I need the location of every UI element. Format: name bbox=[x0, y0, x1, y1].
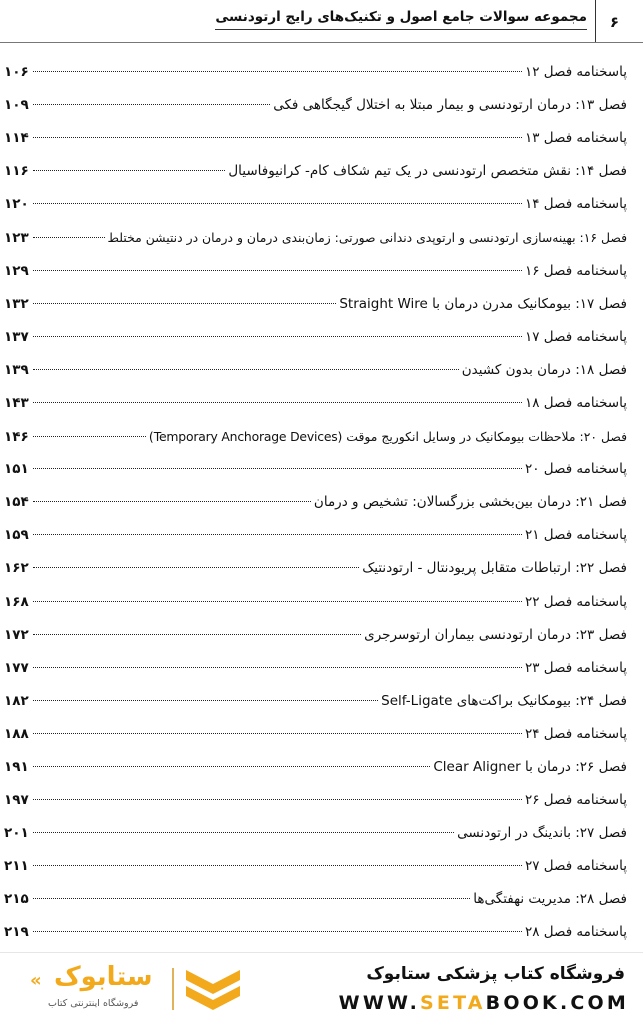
toc-entry-title: پاسخنامه فصل ۱۳ bbox=[524, 130, 627, 147]
toc-entry[interactable] bbox=[4, 255, 627, 288]
toc-entry-page: ۱۱۶ bbox=[4, 163, 29, 180]
toc-entry-page: ۱۷۷ bbox=[4, 659, 29, 676]
toc-entry-title: پاسخنامه فصل ۲۲ bbox=[524, 593, 627, 610]
toc-entry-title: فصل ۲۲: ارتباطات متقابل پریودنتال - ارتودنتیک bbox=[362, 560, 627, 577]
toc-entry-title: فصل ۲۷: باندینگ در ارتودنسی bbox=[457, 825, 627, 842]
toc-entry-page: ۱۲۳ bbox=[4, 230, 29, 247]
shop-url[interactable] bbox=[339, 992, 629, 1014]
toc-entry[interactable] bbox=[4, 586, 627, 619]
toc-entry-page: ۲۱۱ bbox=[4, 858, 29, 875]
toc-entry-page: ۱۹۱ bbox=[4, 758, 29, 775]
toc-entry[interactable] bbox=[4, 221, 627, 254]
toc-entry-title: فصل ۲۴: بیومکانیک براکت‌های Self-Ligate bbox=[381, 692, 627, 709]
page-header bbox=[0, 0, 643, 44]
toc-entry[interactable] bbox=[4, 685, 627, 718]
dot-leader bbox=[33, 170, 225, 171]
double-chevron-icon: « bbox=[30, 970, 42, 991]
toc-entry[interactable] bbox=[4, 784, 627, 817]
dot-leader bbox=[33, 567, 359, 568]
logo-chevron-icon bbox=[182, 964, 244, 1014]
toc-entry-title: فصل ۲۳: درمان ارتودنسی بیماران ارتوسرجری bbox=[364, 626, 627, 643]
toc-entry-title: فصل ۱۶: بهینه‌سازی ارتودنسی و ارتوپدی دندانی صورتی: زمان‌بندی درمان و درمان در دنتیشن مختلط bbox=[107, 230, 627, 246]
toc-entry-title: پاسخنامه فصل ۱۲ bbox=[524, 64, 627, 80]
toc-entry-page: ۱۱۴ bbox=[4, 130, 29, 147]
toc-entry-page: ۱۷۲ bbox=[4, 626, 29, 643]
toc-entry[interactable] bbox=[4, 817, 627, 850]
toc-entry[interactable] bbox=[4, 883, 627, 916]
page-number: ۶ bbox=[595, 0, 633, 43]
toc-entry-page: ۱۶۸ bbox=[4, 593, 29, 610]
toc-entry[interactable] bbox=[4, 354, 627, 387]
dot-leader bbox=[33, 931, 522, 932]
dot-leader bbox=[33, 402, 522, 403]
footer-divider bbox=[0, 952, 643, 953]
dot-leader bbox=[33, 336, 522, 337]
logo-separator bbox=[172, 968, 174, 1010]
dot-leader bbox=[33, 436, 146, 437]
toc-entry-title: پاسخنامه فصل ۱۷ bbox=[524, 328, 627, 345]
header-divider bbox=[0, 42, 643, 43]
url-suffix: BOOK.COM bbox=[485, 992, 629, 1014]
toc-entry-page: ۱۹۷ bbox=[4, 792, 29, 809]
dot-leader bbox=[33, 601, 522, 602]
toc-entry[interactable] bbox=[4, 321, 627, 354]
dot-leader bbox=[33, 270, 522, 271]
toc-entry[interactable] bbox=[4, 519, 627, 552]
toc-entry-title: پاسخنامه فصل ۱۶ bbox=[524, 262, 627, 279]
toc-entry[interactable] bbox=[4, 155, 627, 188]
dot-leader bbox=[33, 534, 522, 535]
toc-entry-page: ۱۲۰ bbox=[4, 196, 29, 213]
toc-entry-page: ۱۵۱ bbox=[4, 461, 29, 478]
toc-entry[interactable] bbox=[4, 486, 627, 519]
toc-entry-page: ۱۶۲ bbox=[4, 560, 29, 577]
dot-leader bbox=[33, 799, 522, 800]
toc-entry-title: فصل ۱۳: درمان ارتودنسی و بیمار مبتلا به اختلال گیجگاهی فکی bbox=[273, 97, 627, 114]
toc-entry-page: ۱۳۹ bbox=[4, 361, 29, 378]
toc-entry[interactable] bbox=[4, 420, 627, 453]
dot-leader bbox=[33, 137, 522, 138]
dot-leader bbox=[33, 667, 522, 668]
dot-leader bbox=[33, 369, 459, 370]
toc-entry-page: ۲۱۵ bbox=[4, 891, 29, 908]
url-prefix: WWW. bbox=[338, 992, 420, 1014]
toc-entry-title: فصل ۱۷: بیومکانیک مدرن درمان با Straight Wire bbox=[339, 295, 627, 312]
toc-entry-page: ۱۰۶ bbox=[4, 64, 29, 80]
toc-entry[interactable] bbox=[4, 387, 627, 420]
toc-entry-page: ۱۸۸ bbox=[4, 725, 29, 742]
toc-entry[interactable] bbox=[4, 56, 627, 89]
toc-entry-page: ۱۰۹ bbox=[4, 97, 29, 114]
toc-entry-title: فصل ۲۶: درمان با Clear Aligner bbox=[433, 758, 627, 775]
page-footer bbox=[0, 952, 643, 1022]
table-of-contents bbox=[4, 56, 627, 950]
toc-entry-page: ۱۵۹ bbox=[4, 527, 29, 544]
toc-entry-title: پاسخنامه فصل ۲۱ bbox=[524, 527, 627, 544]
toc-entry-page: ۱۸۲ bbox=[4, 692, 29, 709]
toc-entry[interactable] bbox=[4, 453, 627, 486]
dot-leader bbox=[33, 865, 522, 866]
toc-entry[interactable] bbox=[4, 850, 627, 883]
dot-leader bbox=[33, 733, 522, 734]
dot-leader bbox=[33, 237, 105, 238]
logo-wordmark: ستابوک bbox=[54, 962, 153, 992]
toc-entry[interactable] bbox=[4, 652, 627, 685]
toc-entry[interactable] bbox=[4, 122, 627, 155]
dot-leader bbox=[33, 468, 522, 469]
dot-leader bbox=[33, 766, 430, 767]
toc-entry-title: پاسخنامه فصل ۱۴ bbox=[524, 196, 627, 213]
toc-entry[interactable] bbox=[4, 552, 627, 585]
toc-entry[interactable] bbox=[4, 619, 627, 652]
toc-entry-page: ۱۳۷ bbox=[4, 328, 29, 345]
toc-entry-title: فصل ۱۸: درمان بدون کشیدن bbox=[461, 361, 627, 378]
toc-entry-page: ۱۲۹ bbox=[4, 262, 29, 279]
toc-entry[interactable] bbox=[4, 188, 627, 221]
dot-leader bbox=[33, 898, 470, 899]
toc-entry-page: ۲۱۹ bbox=[4, 924, 29, 941]
dot-leader bbox=[33, 700, 378, 701]
toc-entry-page: ۲۰۱ bbox=[4, 825, 29, 842]
toc-entry-title: پاسخنامه فصل ۲۷ bbox=[524, 858, 627, 875]
dot-leader bbox=[33, 71, 522, 72]
dot-leader bbox=[33, 832, 454, 833]
toc-entry[interactable] bbox=[4, 89, 627, 122]
toc-entry[interactable] bbox=[4, 916, 627, 949]
book-title: مجموعه سوالات جامع اصول و تکنیک‌های رایج ارتودنسی bbox=[215, 9, 587, 30]
toc-entry-title: پاسخنامه فصل ۲۶ bbox=[524, 792, 627, 809]
dot-leader bbox=[33, 634, 361, 635]
toc-entry[interactable] bbox=[4, 718, 627, 751]
toc-entry-page: ۱۴۶ bbox=[4, 429, 29, 446]
dot-leader bbox=[33, 501, 311, 502]
shop-name: فروشگاه کتاب پزشکی ستابوک bbox=[366, 964, 625, 984]
toc-entry-title: فصل ۲۰: ملاحظات بیومکانیک در وسایل انکوریج موقت (Temporary Anchorage Devices) bbox=[148, 429, 627, 445]
toc-entry-title: پاسخنامه فصل ۲۸ bbox=[524, 924, 627, 941]
toc-entry-title: فصل ۲۱: درمان بین‌بخشی بزرگسالان: تشخیص و درمان bbox=[313, 494, 627, 511]
toc-entry[interactable] bbox=[4, 288, 627, 321]
toc-entry-title: فصل ۱۴: نقش متخصص ارتودنسی در یک تیم شکاف کام- کرانیوفاسیال bbox=[228, 163, 627, 180]
toc-entry-title: پاسخنامه فصل ۱۸ bbox=[524, 394, 627, 411]
toc-entry-title: پاسخنامه فصل ۲۰ bbox=[524, 461, 627, 478]
toc-entry-page: ۱۵۴ bbox=[4, 494, 29, 511]
toc-entry-title: پاسخنامه فصل ۲۳ bbox=[524, 659, 627, 676]
toc-entry-title: پاسخنامه فصل ۲۴ bbox=[524, 725, 627, 742]
dot-leader bbox=[33, 303, 336, 304]
logo-tagline: فروشگاه اینترنتی کتاب bbox=[48, 998, 139, 1009]
toc-entry-title: فصل ۲۸: مدیریت نهفتگی‌ها bbox=[473, 891, 627, 908]
dot-leader bbox=[33, 203, 522, 204]
toc-entry[interactable] bbox=[4, 751, 627, 784]
setabook-logo bbox=[30, 962, 250, 1016]
url-highlight: SETA bbox=[420, 992, 486, 1014]
toc-entry-page: ۱۴۳ bbox=[4, 394, 29, 411]
toc-entry-page: ۱۳۲ bbox=[4, 295, 29, 312]
dot-leader bbox=[33, 104, 270, 105]
